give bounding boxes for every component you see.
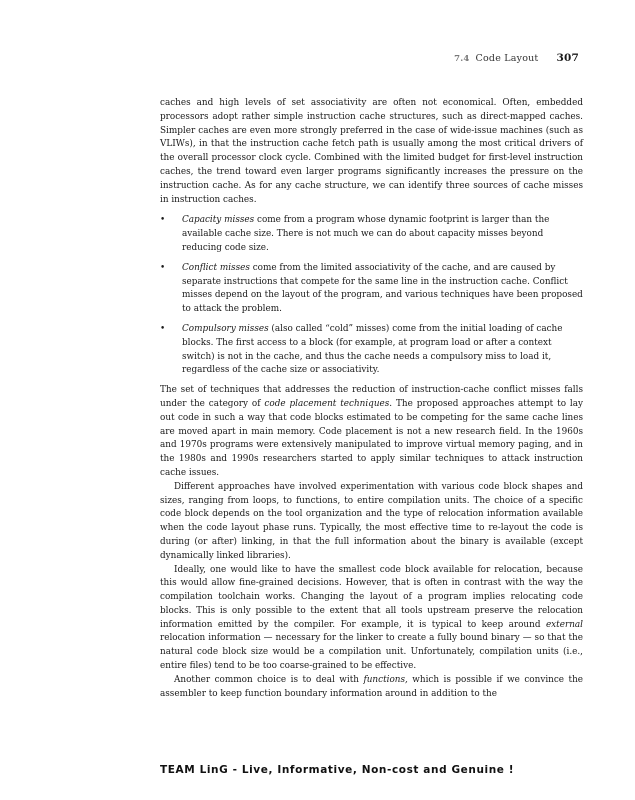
- section-title: Code Layout: [475, 53, 539, 64]
- bullet-icon: •: [160, 323, 166, 334]
- paragraph-1: caches and high levels of set associativity are often not economical. Often, embedded processors adopt rather simple instruction cache structures, such as direct-mapped caches. Simpler caches are even more strongly preferred in the case of wide-issue machines (such as VLIWs), in that the instruction cache fetch path is usually among the most critical drivers of the overall processor clock cycle. Combined with the limited budget for first-level instruction caches, the trend toward even larger programs significantly increases the pressure on the instruction cache. As for any cache structure, we can identify three sources of cache misses in instruction caches.: [160, 98, 583, 205]
- text-span: which is possible if we convince the assembler to keep function boundary information around in addition to the: [160, 674, 583, 699]
- bullet-icon: •: [160, 262, 166, 273]
- emphasis-external: external: [545, 619, 583, 630]
- emphasis-code-placement: code placement techniques.: [264, 398, 393, 409]
- text-span: relocation information — necessary for the linker to create a fully bound binary — so that the natural code block size would be a compilation unit. Unfortunately, compilation units (i.e., entire files) tend to be too coarse-grained to be effective.: [160, 633, 583, 672]
- list-item-capacity: [160, 214, 583, 255]
- list-item-text: come from a program whose dynamic footprint is larger than the available cache size. There is not much we can do about capacity misses beyond reducing code size.: [182, 215, 550, 253]
- list-item-text: (also called “cold” misses) come from the initial loading of cache blocks. The first access to a block (for example, at program load or after a context switch) is not in the cache, and thus the cache needs a compulsory miss to load it, regardless of the cache size or associativity.: [182, 323, 563, 376]
- text-span: Ideally, one would like to have the smallest code block available for relocation, because this would allow fine-grained decisions. However, that is often in contrast with the way the compilation toolchain works. Changing the layout of a program implies relocating code blocks. This is only possible to the extent that all tools upstream preserve the relocation information emitted by the compiler. For example, it is typical to keep around: [160, 564, 583, 630]
- text-span: The set of techniques that addresses the reduction of instruction-cache conflict misses falls under the category of: [160, 385, 583, 409]
- term-compulsory-misses: Compulsory misses: [182, 323, 269, 334]
- body-text: [160, 97, 583, 701]
- text-span: The proposed approaches attempt to lay out code in such a way that code blocks estimated to be competing for the same cache lines are moved apart in main memory. Code placement is not a new research field. In the 1960s and 1970s programs were extensively manipulated to improve virtual memory paging, and in the 1980s and 1990s researchers started to apply similar techniques to attack instruction cache issues.: [160, 398, 584, 478]
- running-header: [454, 52, 579, 64]
- list-item-compulsory: [160, 323, 583, 378]
- list-item-text: come from the limited associativity of the cache, and are caused by separate instructions that compete for the same line in the instruction cache. Conflict misses depend on the layout of the program, and various techniques have been proposed to attack the problem.: [182, 262, 583, 315]
- emphasis-functions: functions,: [363, 674, 408, 685]
- term-capacity-misses: Capacity misses: [182, 215, 255, 226]
- page-number: 307: [556, 52, 579, 64]
- term-conflict-misses: Conflict misses: [182, 262, 250, 273]
- paragraph-5: [160, 674, 583, 702]
- miss-types-list: [160, 214, 583, 378]
- footer-watermark: TEAM LinG - Live, Informative, Non-cost and Genuine !: [160, 764, 515, 776]
- section-number: 7.4: [454, 54, 470, 64]
- paragraph-3: Different approaches have involved experimentation with various code block shapes and sizes, ranging from loops, to functions, to entire compilation units. The choice of a specific code block depends on the tool organization and the type of relocation information available when the code layout phase runs. Typically, the most effective time to re-layout the code is during (or after) linking, in that the full information about the binary is available (except dynamically linked libraries).: [160, 481, 583, 561]
- list-item-conflict: [160, 262, 583, 317]
- text-span: Another common choice is to deal with: [174, 674, 364, 685]
- paragraph-2: [160, 384, 583, 481]
- paragraph-4: [160, 564, 583, 674]
- bullet-icon: •: [160, 215, 166, 226]
